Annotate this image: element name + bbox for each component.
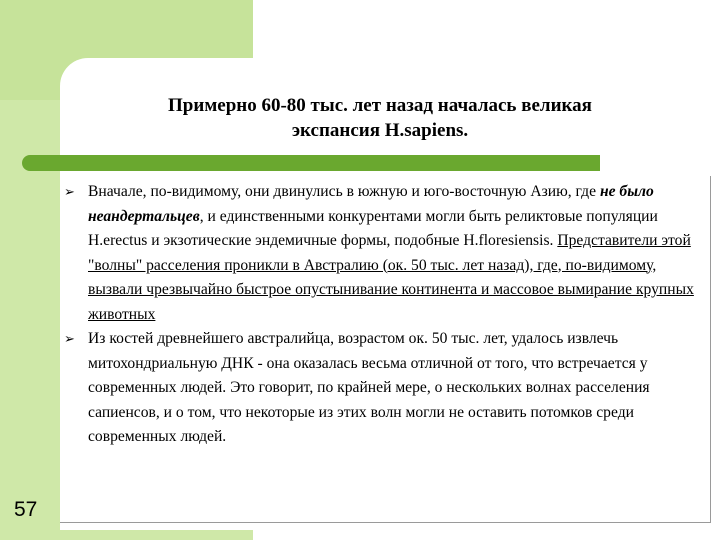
bullet-item-1 bbox=[64, 180, 698, 327]
page-number: 57 bbox=[14, 498, 38, 521]
bullet-1-text-part2: , и единственными конкурентами могли быть реликтовые популяции H.erectus и экзотические эндемичные формы, подобные H.floresiensis. bbox=[88, 207, 658, 249]
bullet-1-underlined-text: Представители этой "волны" расселения проникли в Австралию (ок. 50 тыс. лет назад), где, по-видимому, вызвали чрезвычайно быстрое опустынивание континента и массовое вымирание крупных животных bbox=[88, 232, 694, 323]
bullet-1-text-part1: Вначале, по-видимому, они двинулись в южную и юго-восточную Азию, где bbox=[88, 183, 600, 200]
slide-title-line-2: экспансия H.sapiens. bbox=[291, 120, 469, 141]
slide-title bbox=[80, 93, 680, 143]
arrow-bullet-icon: ➢ bbox=[64, 185, 75, 200]
slide-title-line-1: Примерно 60-80 тыс. лет назад началась великая bbox=[168, 95, 592, 116]
bullet-item-2 bbox=[64, 327, 698, 450]
bullet-list bbox=[64, 180, 698, 450]
bullet-1-emphasis: не было неандертальцев bbox=[88, 183, 654, 225]
arrow-bullet-icon: ➢ bbox=[64, 332, 75, 347]
bullet-2-text: Из костей древнейшего австралийца, возрастом ок. 50 тыс. лет, удалось извлечь митохондриальную ДНК - она оказалась весьма отличной от того, что встречается у современных людей. Это говорит, по крайней мере, о нескольких волнах расселения сапиенсов, и о том, что некоторые из этих волн могли не оставить потомков среди современных людей. bbox=[88, 330, 650, 445]
decor-green-bar bbox=[22, 155, 600, 171]
